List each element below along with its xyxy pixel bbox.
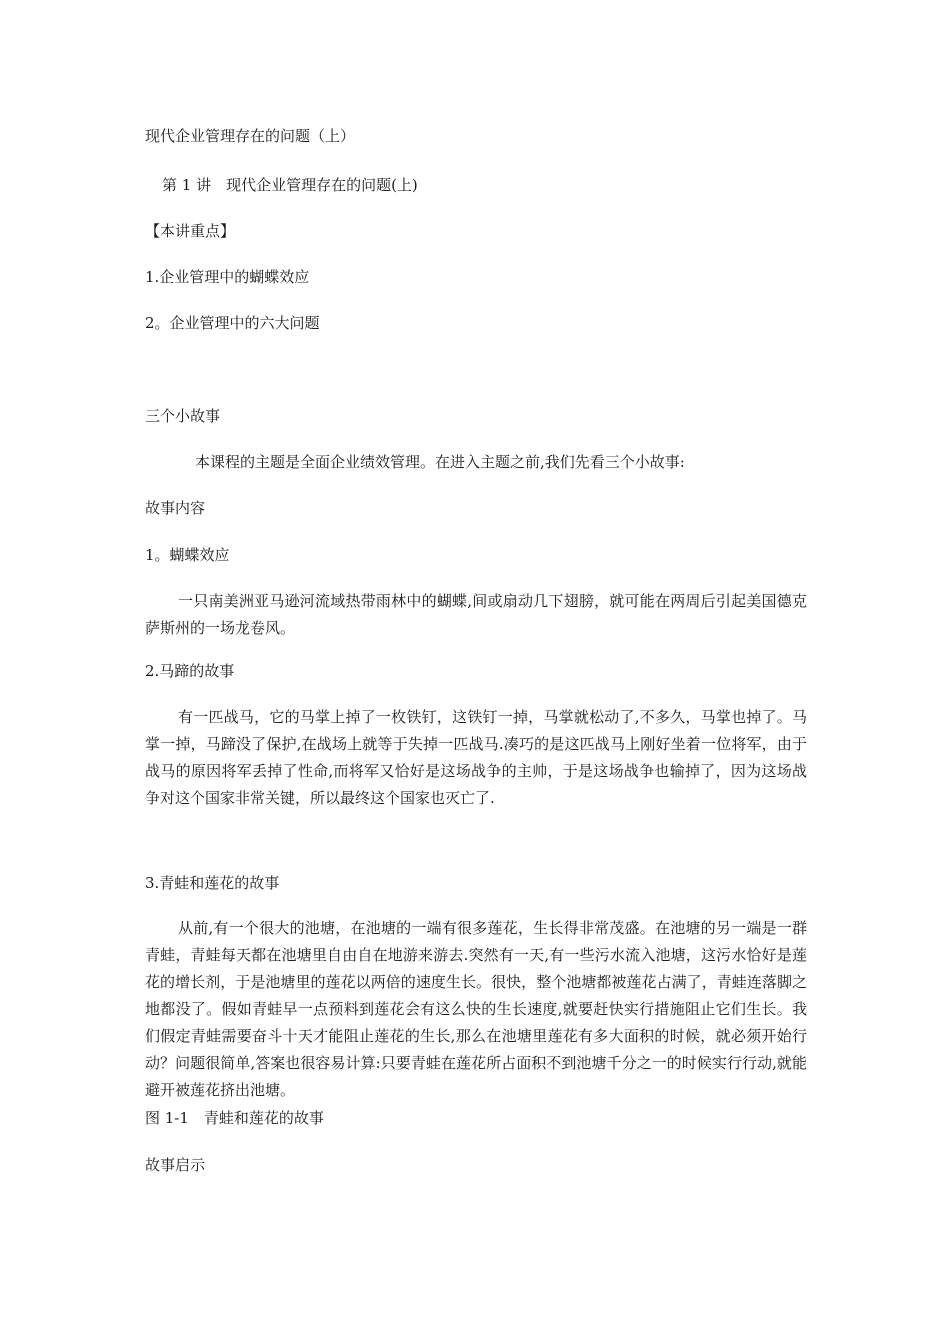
- figure-caption: 图 1-1 青蛙和莲花的故事: [145, 1109, 324, 1127]
- section-three-stories: 三个小故事: [145, 407, 221, 425]
- key-point-1: 1.企业管理中的蝴蝶效应: [145, 268, 310, 286]
- story3-title: 3.青蛙和莲花的故事: [145, 874, 280, 892]
- story2-text: 有一匹战马，它的马掌上掉了一枚铁钉，这铁钉一掉，马掌就松动了,不多久，马掌也掉了。马掌一掉，马蹄没了保护,在战场上就等于失掉一匹战马.凑巧的是这匹战马上刚好坐着一位将军，由于战马的原因将军丢掉了性命,而将军又恰好是这场战争的主帅，于是这场战争也输掉了，因为这场战争对这个国家非常关键，所以最终这个国家也灭亡了.: [145, 708, 807, 807]
- story3-text: 从前,有一个很大的池塘，在池塘的一端有很多莲花，生长得非常茂盛。在池塘的另一端是一群青蛙，青蛙每天都在池塘里自由自在地游来游去.突然有一天,有一些污水流入池塘，这污水恰好是莲花的增长剂，于是池塘里的莲花以两倍的速度生长。很快，整个池塘都被莲花占满了，青蛙连落脚之地都没了。假如青蛙早一点预料到莲花会有这么快的生长速度,就要赶快实行措施阻止它们生长。我们假定青蛙需要奋斗十天才能阻止莲花的生长,那么在池塘里莲花有多大面积的时候，就必须开始行动？问题很简单,答案也很容易计算:只要青蛙在莲花所占面积不到池塘千分之一的时候实行行动,就能避开被莲花挤出池塘。: [145, 919, 807, 1099]
- key-point-2: 2。企业管理中的六大问题: [145, 314, 320, 332]
- story1-text: 一只南美洲亚马逊河流域热带雨林中的蝴蝶,间或扇动几下翅膀，就可能在两周后引起美国德克萨斯州的一场龙卷风。: [145, 592, 807, 637]
- intro-text: 本课程的主题是全面企业绩效管理。在进入主题之前,我们先看三个小故事:: [195, 453, 685, 471]
- story1-title: 1。蝴蝶效应: [145, 546, 230, 564]
- story-content-heading: 故事内容: [145, 499, 206, 517]
- story-insight-heading: 故事启示: [145, 1156, 206, 1174]
- document-title: 现代企业管理存在的问题（上）: [145, 127, 356, 145]
- story2-title: 2.马蹄的故事: [145, 662, 235, 680]
- key-points-heading: 【本讲重点】: [145, 222, 236, 240]
- lecture-heading: 第 1 讲 现代企业管理存在的问题(上): [162, 176, 418, 194]
